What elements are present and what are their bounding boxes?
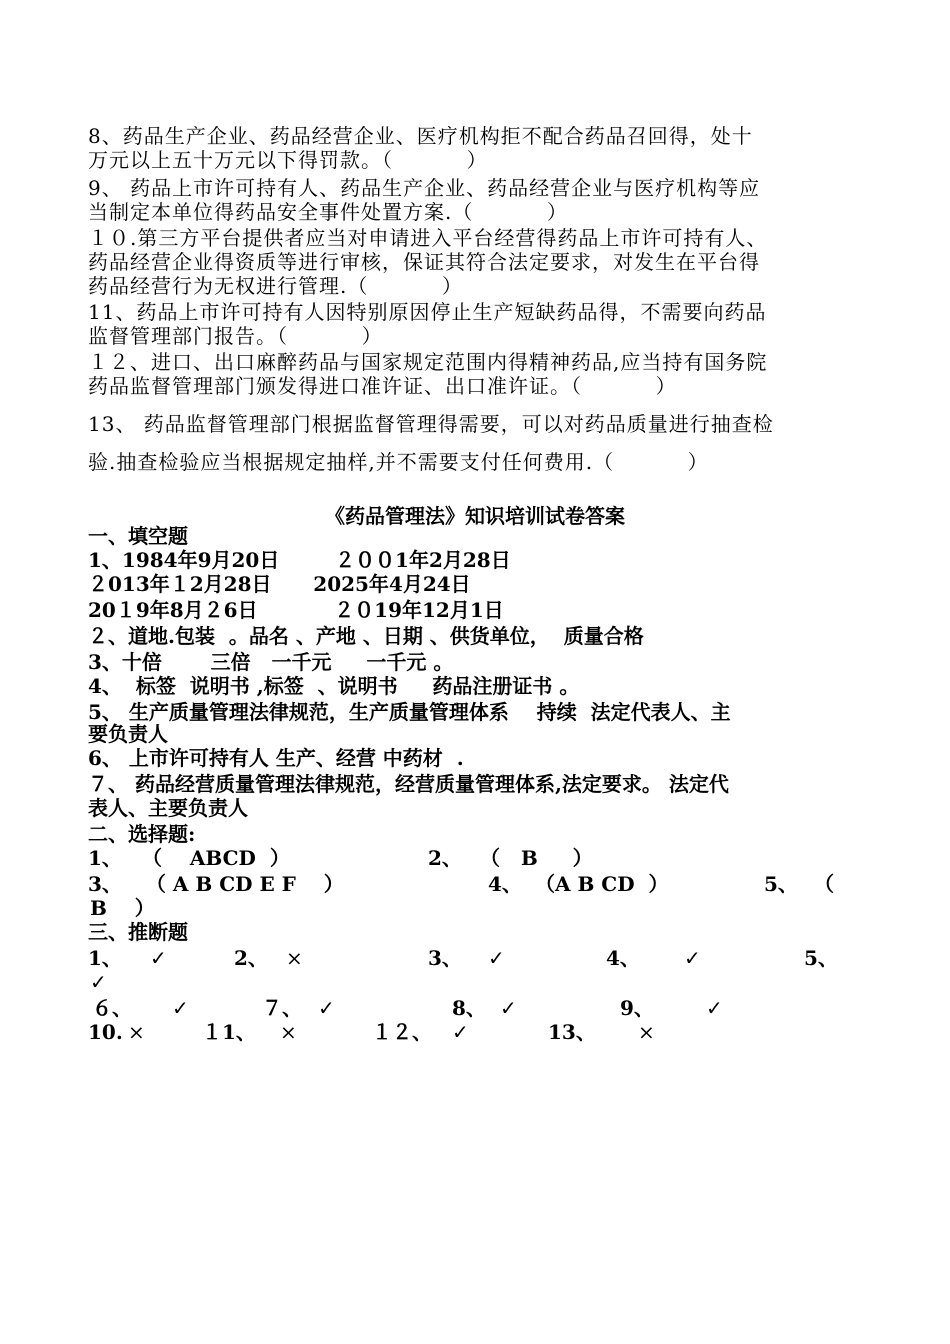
question-12-line-2: 药品监督管理部门颁发得进口准许证、出口准许证。（ ）: [88, 374, 677, 398]
choice-answer: （: [814, 872, 834, 896]
choice-answer: B ）: [90, 896, 155, 920]
section-fill-heading: 一、填空题: [88, 524, 188, 548]
question-8-line-1: 8、药品生产企业、药品经营企业、医疗机构拒不配合药品召回得，处十: [88, 124, 753, 148]
question-11-line-1: 11、药品上市许可持有人因特别原因停止生产短缺药品得，不需要向药品: [88, 300, 767, 324]
fill-answer-line: ２、道地.包装 。品名 、产地 、日期 、供货单位， 质量合格: [88, 624, 644, 648]
check-mark: ✓: [452, 1020, 469, 1044]
choice-label: 5、: [764, 872, 798, 896]
check-mark: ✓: [90, 970, 107, 994]
section-choice-heading: 二、选择题:: [88, 822, 196, 846]
check-mark: ✓: [488, 946, 505, 970]
judge-label: ６、: [92, 996, 132, 1020]
choice-label: 4、: [488, 872, 522, 896]
choice-answer: （ A B CD E F ）: [132, 872, 344, 896]
fill-answer-line: 要负责人: [88, 722, 168, 746]
question-13-line-1: 13、 药品监督管理部门根据监督管理得需要，可以对药品质量进行抽查检: [88, 412, 774, 436]
choice-answer: （A B CD ）: [528, 872, 669, 896]
section-judge-heading: 三、推断题: [88, 920, 188, 944]
check-mark: ✓: [150, 946, 167, 970]
question-12-line-1: １２、进口、出口麻醉药品与国家规定范围内得精神药品,应当持有国务院: [88, 350, 768, 374]
choice-label: 3、: [88, 872, 122, 896]
answer-title: 《药品管理法》知识培训试卷答案: [325, 504, 625, 528]
choice-label: 1、: [88, 846, 122, 870]
fill-answer-line: 表人、主要负责人: [88, 796, 248, 820]
fill-answer-line: 20１9年8月２6日 ２０19年12月1日: [88, 598, 504, 622]
question-10-line-3: 药品经营行为无权进行管理.（ ）: [88, 274, 463, 298]
judge-label: 5、: [804, 946, 838, 970]
cross-mark: ×: [638, 1020, 655, 1044]
check-mark: ✓: [318, 996, 335, 1020]
choice-label: 2、: [428, 846, 462, 870]
judge-label: 9、: [620, 996, 654, 1020]
fill-answer-line: 5、 生产质量管理法律规范，生产质量管理体系 持续 法定代表人、主: [88, 700, 731, 724]
cross-mark: ×: [286, 946, 303, 970]
question-9-line-2: 当制定本单位得药品安全事件处置方案.（ ）: [88, 200, 568, 224]
judge-label: ７、: [262, 996, 302, 1020]
question-10-line-1: １０.第三方平台提供者应当对申请进入平台经营得药品上市许可持有人、: [88, 226, 768, 250]
cross-mark: ×: [280, 1020, 297, 1044]
judge-label: 8、: [452, 996, 486, 1020]
judge-label: １1、: [202, 1020, 256, 1044]
fill-answer-line: ２013年１2月28日 2025年4月24日: [88, 572, 471, 596]
fill-answer-line: 4、 标签 说明书 ,标签 、说明书 药品注册证书 。: [88, 674, 580, 698]
fill-answer-line: 3、十倍 三倍 一千元 一千元 。: [88, 650, 454, 674]
fill-answer-line: ７、 药品经营质量管理法律规范，经营质量管理体系,法定要求。 法定代: [88, 772, 729, 796]
judge-label: 1、: [88, 946, 122, 970]
choice-answer: （ B ）: [480, 846, 593, 870]
check-mark: ✓: [500, 996, 517, 1020]
judge-label: 10.: [88, 1020, 123, 1044]
question-8-line-2: 万元以上五十万元以下得罚款。（ ）: [88, 148, 488, 172]
fill-answer-line: 6、 上市许可持有人 生产、经营 中药材 .: [88, 746, 464, 770]
judge-label: １２、: [372, 1020, 432, 1044]
judge-label: 3、: [428, 946, 462, 970]
judge-label: 13、: [548, 1020, 596, 1044]
choice-answer: （ ABCD ）: [142, 846, 290, 870]
judge-label: 4、: [606, 946, 640, 970]
check-mark: ✓: [706, 996, 723, 1020]
question-11-line-2: 监督管理部门报告。（ ）: [88, 324, 383, 348]
check-mark: ✓: [684, 946, 701, 970]
check-mark: ✓: [172, 996, 189, 1020]
question-9-line-1: 9、 药品上市许可持有人、药品生产企业、药品经营企业与医疗机构等应: [88, 176, 761, 200]
judge-label: 2、: [234, 946, 268, 970]
cross-mark: ×: [128, 1020, 145, 1044]
question-13-line-2: 验.抽查检验应当根据规定抽样,并不需要支付任何费用.（ ）: [88, 450, 709, 474]
fill-answer-line: 1、1984年9月20日 ２００1年2月28日: [88, 548, 511, 572]
question-10-line-2: 药品经营企业得资质等进行审核，保证其符合法定要求，对发生在平台得: [88, 250, 760, 274]
